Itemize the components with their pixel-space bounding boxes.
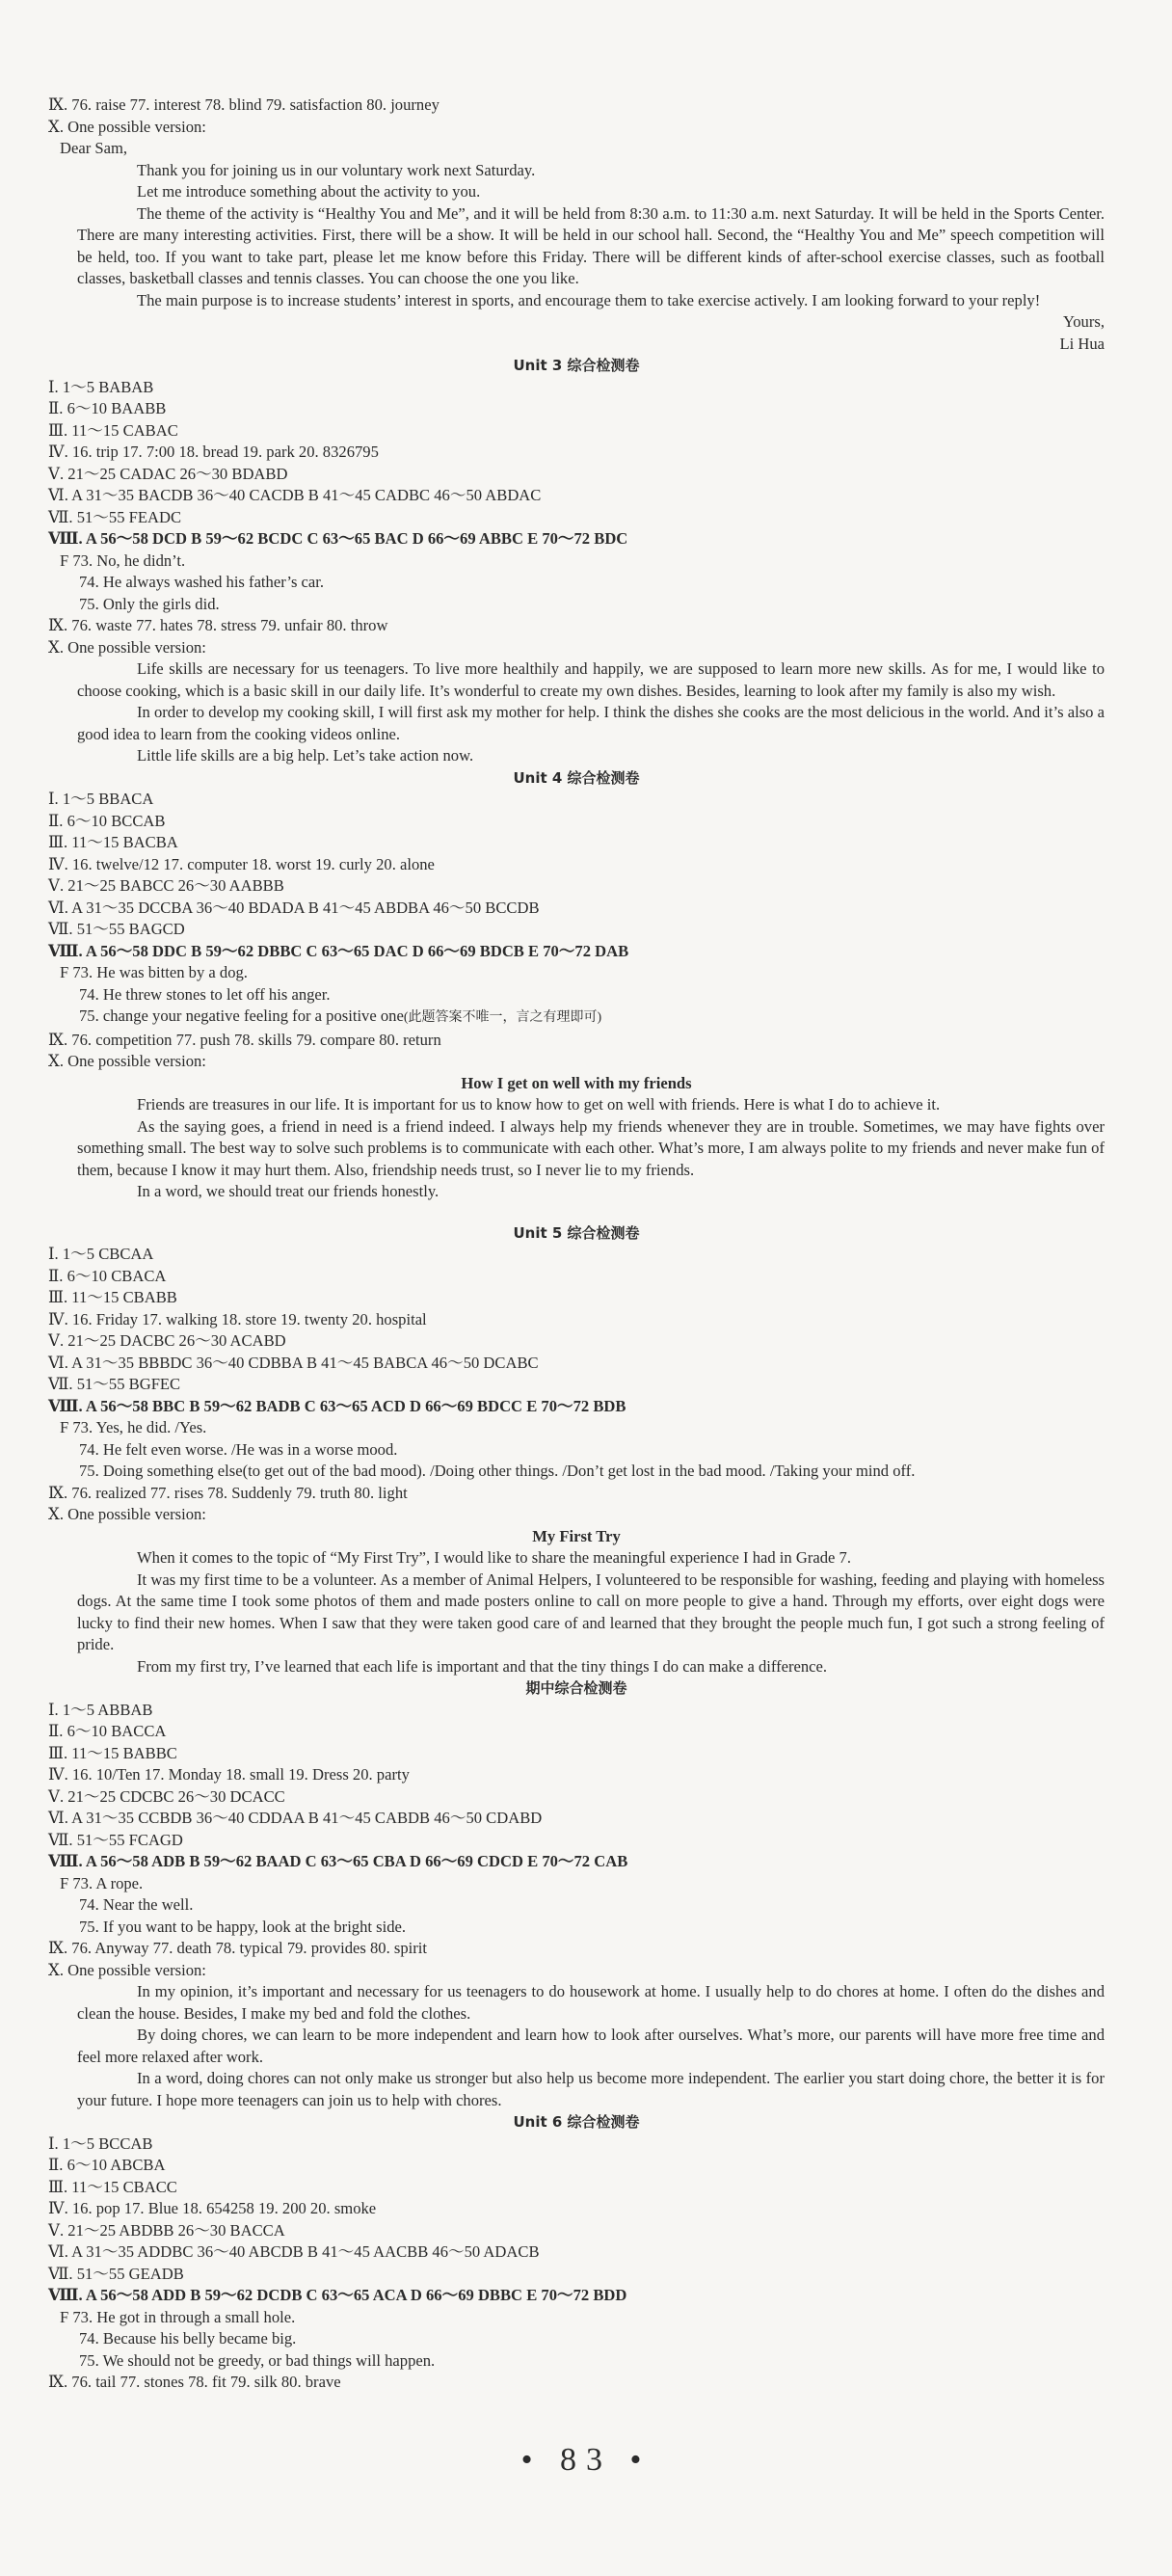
x-heading: Ⅹ. One possible version: — [48, 1960, 206, 1979]
answer-line: Ⅵ. A 31～35 CCBDB 36～40 CDDAA B 41～45 CABDB 46～50 CDABD — [48, 1809, 543, 1827]
essay-paragraph: In a word, doing chores can not only make us stronger but also help us become more independent. The earlier you start doing chore, the better it is for your future. I hope more teenagers can join us to help with chores. — [77, 2069, 1105, 2109]
essay-title: My First Try — [532, 1526, 621, 1545]
answer-line: Ⅴ. 21～25 ABDBB 26～30 BACCA — [48, 2220, 285, 2240]
answer-line: Ⅳ. 16. pop 17. Blue 18. 654258 19. 200 20. smoke — [48, 2199, 377, 2217]
answer-line: 74. He threw stones to let off his anger. — [79, 984, 331, 1004]
answer-line: 75. If you want to be happy, look at the bright side. — [79, 1917, 407, 1936]
answer-line: Ⅴ. 21～25 CDCBC 26～30 DCACC — [48, 1786, 285, 1806]
answer-line: Ⅷ. A 56～58 BBC B 59～62 BADB C 63～65 ACD D 66～69 BDCC E 70～72 BDB — [48, 1396, 626, 1415]
answer-line: Ⅱ. 6～10 BAABB — [48, 399, 167, 417]
answer-line: F 73. He got in through a small hole. — [60, 2307, 296, 2326]
x-heading: Ⅹ. One possible version: — [48, 637, 206, 657]
answer-line: Ⅲ. 11～15 BACBA — [48, 833, 178, 851]
answer-line: Ⅷ. A 56～58 DCD B 59～62 BCDC C 63～65 BAC D 66～69 ABBC E 70～72 BDC — [48, 529, 628, 548]
essay-paragraph: From my first try, I’ve learned that each life is important and that the tiny things I do can make a difference. — [137, 1656, 828, 1676]
essay-paragraph: In a word, we should treat our friends honestly. — [137, 1182, 440, 1200]
answer-line: Ⅵ. A 31～35 BBBDC 36～40 CDBBA B 41～45 BABCA 46～50 DCABC — [48, 1353, 539, 1372]
answer-line: F 73. A rope. — [60, 1873, 144, 1892]
essay-paragraph: Friends are treasures in our life. It is important for us to know how to get on well with friends. Here is what I do to achieve it. — [137, 1095, 941, 1114]
answer-line: F 73. Yes, he did. /Yes. — [60, 1418, 207, 1436]
answer-line: 74. Because his belly became big. — [79, 2329, 297, 2348]
answer-line: Ⅲ. 11～15 CBACC — [48, 2177, 177, 2196]
letter-closing: Yours, — [1062, 312, 1105, 331]
answer-line: Ⅶ. 51～55 FEADC — [48, 507, 182, 526]
answer-line: Ⅸ. 76. competition 77. push 78. skills 79. compare 80. return — [48, 1030, 441, 1049]
answer-line: Ⅵ. A 31～35 BACDB 36～40 CACDB B 41～45 CADBC 46～50 ABDAC — [48, 486, 542, 504]
essay-paragraph: When it comes to the topic of “My First Try”, I would like to share the meaningful experience I had in Grade 7. — [137, 1548, 851, 1567]
essay-paragraph: Life skills are necessary for us teenagers. To live more healthily and happily, we are supposed to learn more new skills. As for me, I would like to choose cooking, which is a basic skill in our daily life. It’s wonderful to create my own dishes. Besides, learning to look after my family is also my wish. — [77, 659, 1105, 700]
ix-answers: Ⅸ. 76. raise 77. interest 78. blind 79. satisfaction 80. journey — [48, 95, 440, 114]
answer-line: Ⅱ. 6～10 BACCA — [48, 1722, 167, 1740]
answer-line: Ⅰ. 1～5 CBCAA — [48, 1245, 154, 1263]
essay-title: How I get on well with my friends — [461, 1073, 692, 1092]
answer-text: 75. change your negative feeling for a positive one — [79, 1006, 404, 1025]
answer-line: F 73. He was bitten by a dog. — [60, 963, 248, 981]
x-heading: Ⅹ. One possible version: — [48, 1052, 206, 1070]
answer-line: Ⅳ. 16. twelve/12 17. computer 18. worst 19. curly 20. alone — [48, 854, 435, 873]
answer-line: 75. We should not be greedy, or bad things will happen. — [79, 2350, 436, 2370]
essay-paragraph: Thank you for joining us in our voluntary work next Saturday. — [137, 160, 536, 179]
answer-line: Ⅱ. 6～10 ABCBA — [48, 2156, 166, 2174]
answer-note: (此题答案不唯一，言之有理即可) — [403, 1010, 602, 1025]
answer-line: Ⅷ. A 56～58 ADB B 59～62 BAAD C 63～65 CBA D 66～69 CDCD E 70～72 CAB — [48, 1852, 628, 1870]
essay-paragraph: Little life skills are a big help. Let’s take action now. — [137, 746, 474, 765]
x-heading: Ⅹ. One possible version: — [48, 117, 206, 136]
answer-line: Ⅸ. 76. tail 77. stones 78. fit 79. silk 80. brave — [48, 2373, 341, 2391]
answer-line: Ⅵ. A 31～35 ADDBC 36～40 ABCDB B 41～45 AACBB 46～50 ADACB — [48, 2242, 540, 2261]
answer-line: 75. Only the girls did. — [79, 594, 220, 613]
essay-paragraph: In order to develop my cooking skill, I will first ask my mother for help. I think the dishes she cooks are the most delicious in the world. And it’s also a good idea to learn from the cooking videos online. — [77, 703, 1105, 743]
answer-line — [48, 1006, 1105, 1030]
answer-line: Ⅶ. 51～55 BAGCD — [48, 920, 185, 938]
answer-line: Ⅸ. 76. Anyway 77. death 78. typical 79. provides 80. spirit — [48, 1939, 428, 1957]
essay-paragraph: It was my first time to be a volunteer. As a member of Animal Helpers, I volunteered to be responsible for washing, feeding and playing with homeless dogs. At the same time I took some photos of them and made posters online to call on more people to give a hand. Through my efforts, over eight dogs were lucky to find their new homes. When I saw that they were taken good care of and learned that they brought the people much fun, I got such a strong feeling of pride. — [77, 1570, 1105, 1653]
essay-paragraph: Let me introduce something about the activity to you. — [137, 182, 481, 201]
answer-line: 74. He felt even worse. /He was in a worse mood. — [79, 1439, 398, 1459]
page-number: • 83 • — [520, 2442, 652, 2478]
essay-paragraph: In my opinion, it’s important and necessary for us teenagers to do housework at home. I usually help to do chores at home. I often do the dishes and clean the house. Besides, I make my bed and fold the clothes. — [77, 1982, 1105, 2023]
x-heading: Ⅹ. One possible version: — [48, 1505, 206, 1523]
letter-greeting: Dear Sam, — [60, 139, 128, 157]
answer-line: Ⅲ. 11～15 CBABB — [48, 1288, 177, 1306]
section-title: 期中综合检测卷 — [525, 1679, 627, 1697]
answer-line: Ⅰ. 1～5 BBACA — [48, 790, 154, 808]
answer-line: Ⅷ. A 56～58 DDC B 59～62 DBBC C 63～65 DAC D 66～69 BDCB E 70～72 DAB — [48, 941, 629, 960]
essay-paragraph: The theme of the activity is “Healthy You and Me”, and it will be held from 8:30 a.m. to 11:30 a.m. next Saturday. It will be held in the Sports Center. There are many interesting activities. First, there will be a show. It will be held in our school hall. Second, the “Healthy You and Me” speech competition will be held, too. If you want to take part, please let me know before this Friday. There will be different kinds of after-school exercise classes, such as football classes, basketball classes and tennis classes. You can choose the one you like. — [77, 203, 1105, 287]
answer-line: 74. Near the well. — [79, 1895, 194, 1914]
answer-line: Ⅸ. 76. realized 77. rises 78. Suddenly 79. truth 80. light — [48, 1483, 408, 1502]
answer-line: Ⅶ. 51～55 FCAGD — [48, 1830, 183, 1849]
answer-line: Ⅳ. 16. trip 17. 7:00 18. bread 19. park 20. 8326795 — [48, 443, 379, 461]
answer-line: Ⅰ. 1～5 BABAB — [48, 377, 154, 396]
answer-line: Ⅶ. 51～55 BGFEC — [48, 1375, 181, 1393]
answer-line: Ⅴ. 21～25 BABCC 26～30 AABBB — [48, 876, 284, 895]
answer-line: Ⅸ. 76. waste 77. hates 78. stress 79. unfair 80. throw — [48, 616, 388, 634]
answer-line: Ⅲ. 11～15 BABBC — [48, 1743, 177, 1762]
answer-line: Ⅱ. 6～10 CBACA — [48, 1266, 167, 1285]
answer-line: Ⅴ. 21～25 DACBC 26～30 ACABD — [48, 1331, 286, 1350]
answer-line: Ⅴ. 21～25 CADAC 26～30 BDABD — [48, 464, 288, 483]
answer-line: Ⅰ. 1～5 BCCAB — [48, 2133, 153, 2153]
answer-line: Ⅳ. 16. 10/Ten 17. Monday 18. small 19. Dress 20. party — [48, 1765, 410, 1784]
section-title: Unit 3 综合检测卷 — [513, 357, 640, 374]
essay-paragraph: By doing chores, we can learn to be more independent and learn how to look after ourselves. What’s more, our parents will have more free time and feel more relaxed after work. — [77, 2026, 1105, 2066]
section-title: Unit 4 综合检测卷 — [513, 768, 640, 787]
answer-line: Ⅵ. A 31～35 DCCBA 36～40 BDADA B 41～45 ABDBA 46～50 BCCDB — [48, 898, 540, 917]
answer-line: 75. Doing something else(to get out of the bad mood). /Doing other things. /Don’t get lost in the bad mood. /Taking your mind off. — [79, 1462, 916, 1480]
answer-line: 74. He always washed his father’s car. — [79, 573, 325, 591]
essay-paragraph: The main purpose is to increase students’ interest in sports, and encourage them to take exercise actively. I am looking forward to your reply! — [137, 290, 1041, 309]
answer-line: Ⅷ. A 56～58 ADD B 59～62 DCDB C 63～65 ACA D 66～69 DBBC E 70～72 BDD — [48, 2286, 627, 2304]
answer-line: Ⅱ. 6～10 BCCAB — [48, 811, 166, 830]
essay-paragraph: As the saying goes, a friend in need is a friend indeed. I always help my friends whenever they are in trouble. Sometimes, we may have fights over something small. The best way to solve such problems is to communicate with each other. What’s more, I am always polite to my friends and never make fun of them, because I know it may hurt them. Also, friendship needs trust, so I never lie to my friends. — [77, 1116, 1105, 1179]
answer-line: Ⅲ. 11～15 CABAC — [48, 420, 178, 440]
answer-line: Ⅳ. 16. Friday 17. walking 18. store 19. twenty 20. hospital — [48, 1309, 427, 1328]
section-title: Unit 5 综合检测卷 — [513, 1223, 640, 1242]
section-title: Unit 6 综合检测卷 — [513, 2113, 640, 2131]
answer-line: Ⅰ. 1～5 ABBAB — [48, 1700, 153, 1719]
answer-line: Ⅶ. 51～55 GEADB — [48, 2264, 184, 2283]
letter-signature: Li Hua — [1059, 334, 1105, 353]
answer-line: F 73. No, he didn’t. — [60, 550, 186, 570]
